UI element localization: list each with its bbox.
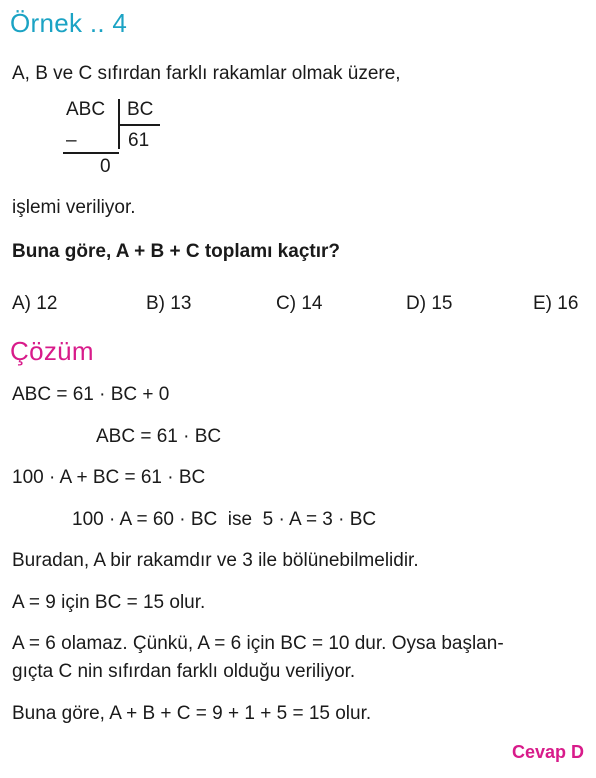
option-b: B) 13 (146, 293, 192, 314)
solution-eq1: ABC = 61 · BC + 0 (12, 384, 170, 405)
option-a: A) 12 (12, 293, 58, 314)
example-title: Örnek .. 4 (10, 8, 128, 38)
division-remainder: 0 (100, 156, 111, 177)
example-question: Buna göre, A + B + C toplamı kaçtır? (12, 241, 340, 262)
division-divisor-line (118, 124, 160, 126)
division-quotient: 61 (128, 130, 150, 151)
solution-eq3: 100 · A + BC = 61 · BC (12, 467, 206, 488)
solution-title: Çözüm (10, 336, 94, 366)
solution-eq2: ABC = 61 · BC (96, 426, 222, 447)
division-minus: – (66, 130, 77, 151)
solution-line7b: gıçta C nin sıfırdan farklı olduğu veriliyor. (12, 661, 356, 682)
division-subtraction-line (63, 152, 119, 154)
answer-label: Cevap D (511, 742, 584, 762)
division-divisor: BC (127, 99, 154, 120)
example-intro: A, B ve C sıfırdan farklı rakamlar olmak üzere, (12, 63, 401, 84)
option-d: D) 15 (406, 293, 453, 314)
solution-line5: Buradan, A bir rakamdır ve 3 ile bölünebilmelidir. (12, 550, 419, 571)
solution-line8: Buna göre, A + B + C = 9 + 1 + 5 = 15 olur. (12, 703, 372, 724)
solution-eq4: 100 · A = 60 · BC ise 5 · A = 3 · BC (72, 509, 377, 530)
option-c: C) 14 (276, 293, 323, 314)
example-after-text: işlemi veriliyor. (12, 197, 136, 218)
solution-line6: A = 9 için BC = 15 olur. (12, 592, 206, 613)
division-dividend: ABC (66, 99, 106, 120)
option-e: E) 16 (533, 293, 579, 314)
solution-line7a: A = 6 olamaz. Çünkü, A = 6 için BC = 10 dur. Oysa başlan- (12, 633, 504, 654)
